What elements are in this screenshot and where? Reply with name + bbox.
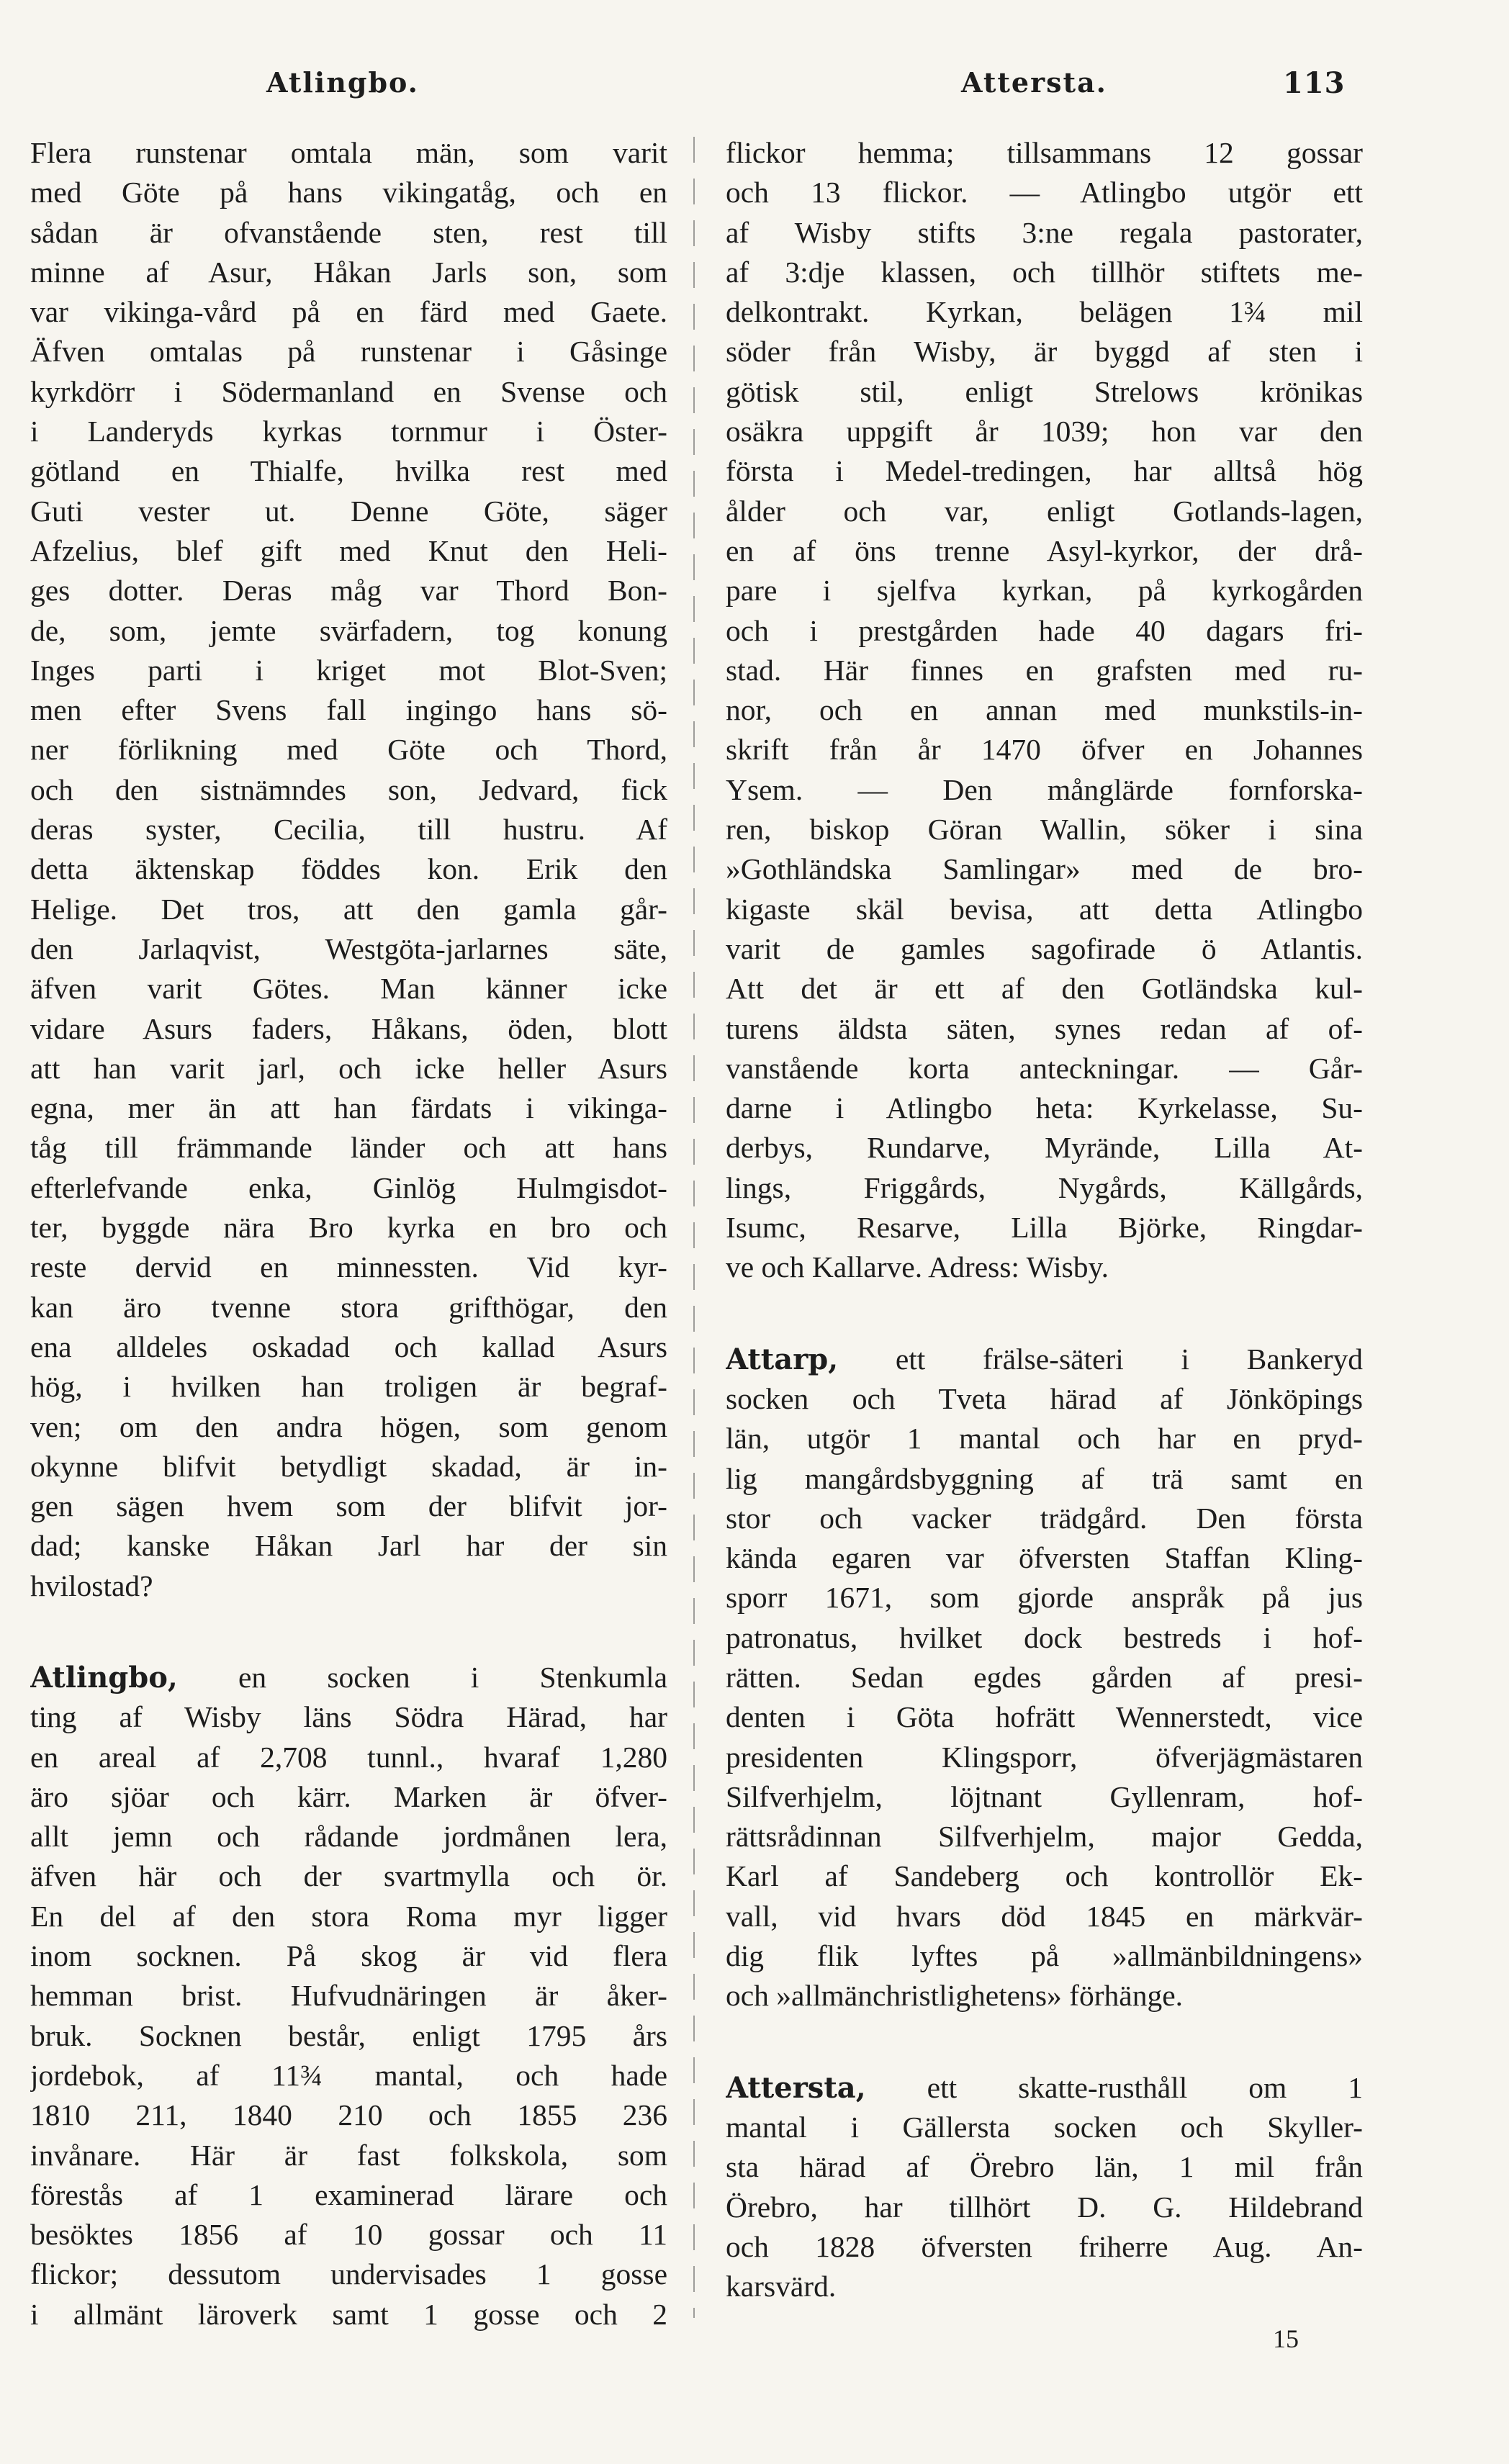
text-line: i Landeryds kyrkas tornmur i Öster- bbox=[30, 415, 667, 448]
text-line: lings, Friggårds, Nygårds, Källgårds, bbox=[726, 1170, 1363, 1204]
entry-term: Atlingbo, bbox=[30, 1660, 178, 1694]
text-line: gen sägen hvem som der blifvit jor- bbox=[30, 1489, 667, 1523]
entry-atlingbo-continued bbox=[726, 133, 1363, 1288]
text-line: vidare Asurs faders, Håkans, öden, blott bbox=[30, 1011, 667, 1045]
text-line: Silfverhjelm, löjtnant Gyllenram, hof- bbox=[726, 1779, 1363, 1813]
left-column bbox=[30, 133, 667, 2334]
text-line: delkontrakt. Kyrkan, belägen 1¾ mil bbox=[726, 295, 1363, 329]
text-line: Helige. Det tros, att den gamla går- bbox=[30, 892, 667, 926]
text-line: ren, biskop Göran Wallin, söker i sina bbox=[726, 813, 1363, 847]
text-line: Afzelius, blef gift med Knut den Heli- bbox=[30, 533, 667, 567]
text-line: söder från Wisby, är byggd af sten i bbox=[726, 335, 1363, 369]
text-line: ena alldeles oskadad och kallad Asurs bbox=[30, 1330, 667, 1363]
text-line: att han varit jarl, och icke heller Asurs bbox=[30, 1051, 667, 1085]
text-line: nor, och en annan med munkstils-in- bbox=[726, 693, 1363, 727]
text-line: En del af den stora Roma myr ligger bbox=[30, 1899, 667, 1933]
text-line: län, utgör 1 mantal och har en pryd- bbox=[726, 1422, 1363, 1456]
text-line: första i Medel-tredingen, har alltså hög bbox=[726, 454, 1363, 488]
header-left-catchword: Atlingbo. bbox=[266, 66, 419, 99]
text-line: Äfven omtalas på runstenar i Gåsinge bbox=[30, 335, 667, 369]
entry-gap bbox=[726, 1288, 1363, 1340]
text-line: ven; om den andra högen, som genom bbox=[30, 1409, 667, 1443]
entry-first-text: ett skatte-rusthåll om 1 bbox=[865, 2070, 1363, 2104]
text-line: ve och Kallarve. Adress: Wisby. bbox=[726, 1250, 1109, 1284]
text-line: äro sjöar och kärr. Marken är öfver- bbox=[30, 1779, 667, 1813]
text-line: presidenten Klingsporr, öfverjägmästaren bbox=[726, 1740, 1363, 1774]
text-line: invånare. Här är fast folkskola, som bbox=[30, 2138, 667, 2172]
entry-first-line bbox=[726, 1340, 1363, 1379]
text-line: Karl af Sandeberg och kontrollör Ek- bbox=[726, 1859, 1363, 1893]
text-line: karsvärd. bbox=[726, 2270, 837, 2303]
text-line: af Wisby stifts 3:ne regala pastorater, bbox=[726, 215, 1363, 249]
entry-attersta bbox=[726, 2068, 1363, 2307]
text-line: den Jarlaqvist, Westgöta-jarlarnes säte, bbox=[30, 931, 667, 965]
entry-gap bbox=[30, 1606, 667, 1658]
text-line: dig flik lyftes på »allmänbildningens» bbox=[726, 1939, 1363, 1973]
paragraph-runstenar bbox=[30, 133, 667, 1606]
entry-atlingbo bbox=[30, 1658, 667, 2334]
text-line: i allmänt läroverk samt 1 gosse och 2 bbox=[30, 2297, 667, 2331]
text-line: kända egaren var öfversten Staffan Kling- bbox=[726, 1541, 1363, 1575]
text-line: inom socknen. På skog är vid flera bbox=[30, 1939, 667, 1973]
text-line: skrift från år 1470 öfver en Johannes bbox=[726, 733, 1363, 767]
text-line: de, som, jemte svärfadern, tog konung bbox=[30, 613, 667, 647]
text-line: deras syster, Cecilia, till hustru. Af bbox=[30, 813, 667, 847]
text-line: Guti vester ut. Denne Göte, säger bbox=[30, 494, 667, 528]
text-line: allt jemn och rådande jordmånen lera, bbox=[30, 1820, 667, 1854]
text-line: flickor hemma; tillsammans 12 gossar bbox=[726, 136, 1363, 169]
text-line: ner förlikning med Göte och Thord, bbox=[30, 733, 667, 767]
entry-first-line bbox=[726, 2068, 1363, 2108]
text-line: stor och vacker trädgård. Den första bbox=[726, 1501, 1363, 1535]
column-divider bbox=[693, 137, 695, 2318]
text-line: stad. Här finnes en grafsten med ru- bbox=[726, 653, 1363, 687]
text-line: och i prestgården hade 40 dagars fri- bbox=[726, 613, 1363, 647]
text-line: förestås af 1 examinerad lärare och bbox=[30, 2178, 667, 2211]
text-line: vanstående korta anteckningar. — Går- bbox=[726, 1051, 1363, 1085]
text-line: götland en Thialfe, hvilka rest med bbox=[30, 454, 667, 488]
text-line: bruk. Socknen består, enligt 1795 års bbox=[30, 2018, 667, 2052]
text-line: en af öns trenne Asyl-kyrkor, der drå- bbox=[726, 533, 1363, 567]
text-line: darne i Atlingbo heta: Kyrkelasse, Su- bbox=[726, 1091, 1363, 1125]
text-line: rättsrådinnan Silfverhjelm, major Gedda, bbox=[726, 1820, 1363, 1854]
text-line: och den sistnämndes son, Jedvard, fick bbox=[30, 772, 667, 806]
text-line: dad; kanske Håkan Jarl har der sin bbox=[30, 1529, 667, 1563]
text-line: Örebro, har tillhört D. G. Hildebrand bbox=[726, 2190, 1363, 2224]
text-line: äfven varit Götes. Man känner icke bbox=[30, 972, 667, 1006]
text-line: och »allmänchristlighetens» förhänge. bbox=[726, 1979, 1183, 2013]
text-line: hög, i hvilken han troligen är begraf- bbox=[30, 1370, 667, 1404]
text-line: ges dotter. Deras måg var Thord Bon- bbox=[30, 574, 667, 608]
entry-attarp bbox=[726, 1340, 1363, 2016]
text-line: var vikinga-vård på en färd med Gaete. bbox=[30, 295, 667, 329]
entry-term: Attersta, bbox=[726, 2070, 866, 2105]
text-line: ting af Wisby läns Södra Härad, har bbox=[30, 1700, 667, 1734]
text-line: turens äldsta säten, synes redan af of- bbox=[726, 1011, 1363, 1045]
running-header bbox=[0, 66, 1509, 109]
text-line: denten i Göta hofrätt Wennerstedt, vice bbox=[726, 1700, 1363, 1734]
text-line: »Gothländska Samlingar» med de bro- bbox=[726, 852, 1363, 886]
text-line: sta härad af Örebro län, 1 mil från bbox=[726, 2150, 1363, 2184]
text-line: Flera runstenar omtala män, som varit bbox=[30, 136, 667, 169]
text-line: lig mangårdsbyggning af trä samt en bbox=[726, 1461, 1363, 1495]
text-line: Att det är ett af den Gotländska kul- bbox=[726, 972, 1363, 1006]
header-right-catchword: Attersta. bbox=[961, 66, 1107, 99]
text-line: reste dervid en minnessten. Vid kyr- bbox=[30, 1250, 667, 1284]
text-line: okynne blifvit betydligt skadad, är in- bbox=[30, 1449, 667, 1483]
text-line: flickor; dessutom undervisades 1 gosse bbox=[30, 2257, 667, 2291]
text-line: jordebok, af 11¾ mantal, och hade bbox=[30, 2058, 667, 2092]
text-line: varit de gamles sagofirade ö Atlantis. bbox=[726, 931, 1363, 965]
text-line: mantal i Gällersta socken och Skyller- bbox=[726, 2110, 1363, 2144]
text-line: derbys, Rundarve, Myrände, Lilla At- bbox=[726, 1131, 1363, 1165]
text-line: götisk stil, enligt Strelows krönikas bbox=[726, 374, 1363, 408]
text-line: besöktes 1856 af 10 gossar och 11 bbox=[30, 2218, 667, 2252]
text-line: af 3:dje klassen, och tillhör stiftets me- bbox=[726, 255, 1363, 289]
text-line: ålder och var, enligt Gotlands-lagen, bbox=[726, 494, 1363, 528]
text-line: minne af Asur, Håkan Jarls son, som bbox=[30, 255, 667, 289]
text-line: vall, vid hvars död 1845 en märkvär- bbox=[726, 1899, 1363, 1933]
text-line: kan äro tvenne stora grifthögar, den bbox=[30, 1290, 667, 1324]
text-line: Ysem. — Den månglärde fornforska- bbox=[726, 772, 1363, 806]
text-line: ter, byggde nära Bro kyrka en bro och bbox=[30, 1211, 667, 1245]
entry-term: Attarp, bbox=[726, 1342, 839, 1376]
text-line: Inges parti i kriget mot Blot-Sven; bbox=[30, 653, 667, 687]
text-line: egna, mer än att han färdats i vikinga- bbox=[30, 1091, 667, 1125]
text-line: sporr 1671, som gjorde anspråk på jus bbox=[726, 1581, 1363, 1615]
text-line: sådan är ofvanstående sten, rest till bbox=[30, 215, 667, 249]
text-line: hvilostad? bbox=[30, 1569, 153, 1602]
text-line: och 13 flickor. — Atlingbo utgör ett bbox=[726, 176, 1363, 209]
text-line: men efter Svens fall ingingo hans sö- bbox=[30, 693, 667, 727]
text-line: 1810 211, 1840 210 och 1855 236 bbox=[30, 2098, 667, 2132]
text-line: detta äktenskap föddes kon. Erik den bbox=[30, 852, 667, 886]
text-line: tåg till främmande länder och att hans bbox=[30, 1131, 667, 1165]
text-line: osäkra uppgift år 1039; hon var den bbox=[726, 415, 1363, 448]
text-line: Isumc, Resarve, Lilla Björke, Ringdar- bbox=[726, 1211, 1363, 1245]
entry-gap bbox=[726, 2016, 1363, 2068]
right-column bbox=[726, 133, 1363, 2306]
text-line: patronatus, hvilket dock bestreds i hof- bbox=[726, 1620, 1363, 1654]
text-line: pare i sjelfva kyrkan, på kyrkogården bbox=[726, 574, 1363, 608]
text-line: rätten. Sedan egdes gården af presi- bbox=[726, 1660, 1363, 1694]
signature-mark: 15 bbox=[1273, 2324, 1299, 2353]
text-line: efterlefvande enka, Ginlög Hulmgisdot- bbox=[30, 1170, 667, 1204]
text-line: äfven här och der svartmylla och ör. bbox=[30, 1859, 667, 1893]
text-line: en areal af 2,708 tunnl., hvaraf 1,280 bbox=[30, 1740, 667, 1774]
text-line: socken och Tveta härad af Jönköpings bbox=[726, 1381, 1363, 1415]
entry-first-text: ett frälse-säteri i Bankeryd bbox=[838, 1342, 1363, 1376]
entry-first-text: en socken i Stenkumla bbox=[177, 1660, 667, 1694]
text-line: och 1828 öfversten friherre Aug. An- bbox=[726, 2229, 1363, 2263]
text-line: hemman brist. Hufvudnäringen är åker- bbox=[30, 1979, 667, 2013]
text-line: kigaste skäl bevisa, att detta Atlingbo bbox=[726, 892, 1363, 926]
text-line: med Göte på hans vikingatåg, och en bbox=[30, 176, 667, 209]
text-line: kyrkdörr i Södermanland en Svense och bbox=[30, 374, 667, 408]
page-number: 113 bbox=[1283, 66, 1346, 100]
entry-first-line bbox=[30, 1658, 667, 1697]
